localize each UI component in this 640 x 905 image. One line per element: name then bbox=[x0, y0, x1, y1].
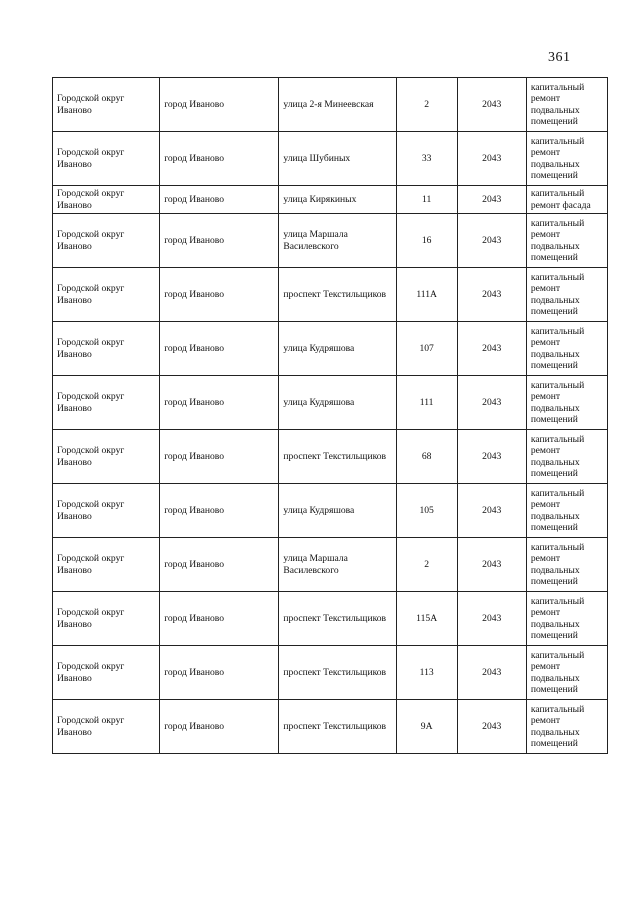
city-cell: город Иваново bbox=[160, 700, 279, 754]
table-row bbox=[53, 186, 608, 214]
table-row bbox=[53, 592, 608, 646]
year-cell: 2043 bbox=[457, 78, 526, 132]
street-cell: проспект Текстильщиков bbox=[279, 700, 396, 754]
street-cell: улица Кудряшова bbox=[279, 484, 396, 538]
district-cell: Городской округ Иваново bbox=[53, 132, 160, 186]
city-cell: город Иваново bbox=[160, 538, 279, 592]
table-row bbox=[53, 268, 608, 322]
house-number-cell: 115А bbox=[396, 592, 457, 646]
street-cell: улица Маршала Василевского bbox=[279, 214, 396, 268]
city-cell: город Иваново bbox=[160, 78, 279, 132]
house-number-cell: 105 bbox=[396, 484, 457, 538]
work-type-cell: капитальный ремонт подвальных помещений bbox=[526, 430, 607, 484]
district-cell: Городской округ Иваново bbox=[53, 186, 160, 214]
district-cell: Городской округ Иваново bbox=[53, 268, 160, 322]
street-cell: проспект Текстильщиков bbox=[279, 268, 396, 322]
house-number-cell: 11 bbox=[396, 186, 457, 214]
city-cell: город Иваново bbox=[160, 322, 279, 376]
city-cell: город Иваново bbox=[160, 268, 279, 322]
work-type-cell: капитальный ремонт подвальных помещений bbox=[526, 484, 607, 538]
house-number-cell: 111А bbox=[396, 268, 457, 322]
street-cell: улица Кудряшова bbox=[279, 376, 396, 430]
street-cell: проспект Текстильщиков bbox=[279, 430, 396, 484]
table-row bbox=[53, 700, 608, 754]
house-number-cell: 16 bbox=[396, 214, 457, 268]
work-type-cell: капитальный ремонт подвальных помещений bbox=[526, 214, 607, 268]
year-cell: 2043 bbox=[457, 700, 526, 754]
city-cell: город Иваново bbox=[160, 132, 279, 186]
district-cell: Городской округ Иваново bbox=[53, 376, 160, 430]
house-number-cell: 68 bbox=[396, 430, 457, 484]
street-cell: улица Кирякиных bbox=[279, 186, 396, 214]
year-cell: 2043 bbox=[457, 214, 526, 268]
house-number-cell: 33 bbox=[396, 132, 457, 186]
district-cell: Городской округ Иваново bbox=[53, 78, 160, 132]
city-cell: город Иваново bbox=[160, 592, 279, 646]
page-number: 361 bbox=[548, 50, 571, 65]
city-cell: город Иваново bbox=[160, 430, 279, 484]
city-cell: город Иваново bbox=[160, 186, 279, 214]
table-row bbox=[53, 538, 608, 592]
table-row bbox=[53, 484, 608, 538]
work-type-cell: капитальный ремонт фасада bbox=[526, 186, 607, 214]
district-cell: Городской округ Иваново bbox=[53, 700, 160, 754]
street-cell: проспект Текстильщиков bbox=[279, 646, 396, 700]
table-row bbox=[53, 322, 608, 376]
table-row bbox=[53, 430, 608, 484]
year-cell: 2043 bbox=[457, 646, 526, 700]
house-number-cell: 111 bbox=[396, 376, 457, 430]
work-type-cell: капитальный ремонт подвальных помещений bbox=[526, 592, 607, 646]
district-cell: Городской округ Иваново bbox=[53, 214, 160, 268]
year-cell: 2043 bbox=[457, 592, 526, 646]
district-cell: Городской округ Иваново bbox=[53, 484, 160, 538]
house-number-cell: 2 bbox=[396, 78, 457, 132]
work-type-cell: капитальный ремонт подвальных помещений bbox=[526, 268, 607, 322]
district-cell: Городской округ Иваново bbox=[53, 646, 160, 700]
work-type-cell: капитальный ремонт подвальных помещений bbox=[526, 78, 607, 132]
work-type-cell: капитальный ремонт подвальных помещений bbox=[526, 646, 607, 700]
city-cell: город Иваново bbox=[160, 376, 279, 430]
year-cell: 2043 bbox=[457, 186, 526, 214]
city-cell: город Иваново bbox=[160, 214, 279, 268]
district-cell: Городской округ Иваново bbox=[53, 430, 160, 484]
repair-schedule-table bbox=[52, 77, 608, 754]
year-cell: 2043 bbox=[457, 538, 526, 592]
district-cell: Городской округ Иваново bbox=[53, 322, 160, 376]
year-cell: 2043 bbox=[457, 268, 526, 322]
house-number-cell: 113 bbox=[396, 646, 457, 700]
district-cell: Городской округ Иваново bbox=[53, 592, 160, 646]
table-row bbox=[53, 376, 608, 430]
house-number-cell: 2 bbox=[396, 538, 457, 592]
table-row bbox=[53, 214, 608, 268]
work-type-cell: капитальный ремонт подвальных помещений bbox=[526, 538, 607, 592]
street-cell: улица Кудряшова bbox=[279, 322, 396, 376]
table-row bbox=[53, 646, 608, 700]
street-cell: улица 2-я Минеевская bbox=[279, 78, 396, 132]
city-cell: город Иваново bbox=[160, 484, 279, 538]
street-cell: улица Маршала Василевского bbox=[279, 538, 396, 592]
year-cell: 2043 bbox=[457, 484, 526, 538]
work-type-cell: капитальный ремонт подвальных помещений bbox=[526, 700, 607, 754]
house-number-cell: 107 bbox=[396, 322, 457, 376]
district-cell: Городской округ Иваново bbox=[53, 538, 160, 592]
table-body bbox=[53, 78, 608, 754]
year-cell: 2043 bbox=[457, 430, 526, 484]
year-cell: 2043 bbox=[457, 376, 526, 430]
work-type-cell: капитальный ремонт подвальных помещений bbox=[526, 322, 607, 376]
table-row bbox=[53, 132, 608, 186]
year-cell: 2043 bbox=[457, 132, 526, 186]
city-cell: город Иваново bbox=[160, 646, 279, 700]
house-number-cell: 9А bbox=[396, 700, 457, 754]
table-row bbox=[53, 78, 608, 132]
work-type-cell: капитальный ремонт подвальных помещений bbox=[526, 376, 607, 430]
street-cell: проспект Текстильщиков bbox=[279, 592, 396, 646]
work-type-cell: капитальный ремонт подвальных помещений bbox=[526, 132, 607, 186]
street-cell: улица Шубиных bbox=[279, 132, 396, 186]
year-cell: 2043 bbox=[457, 322, 526, 376]
